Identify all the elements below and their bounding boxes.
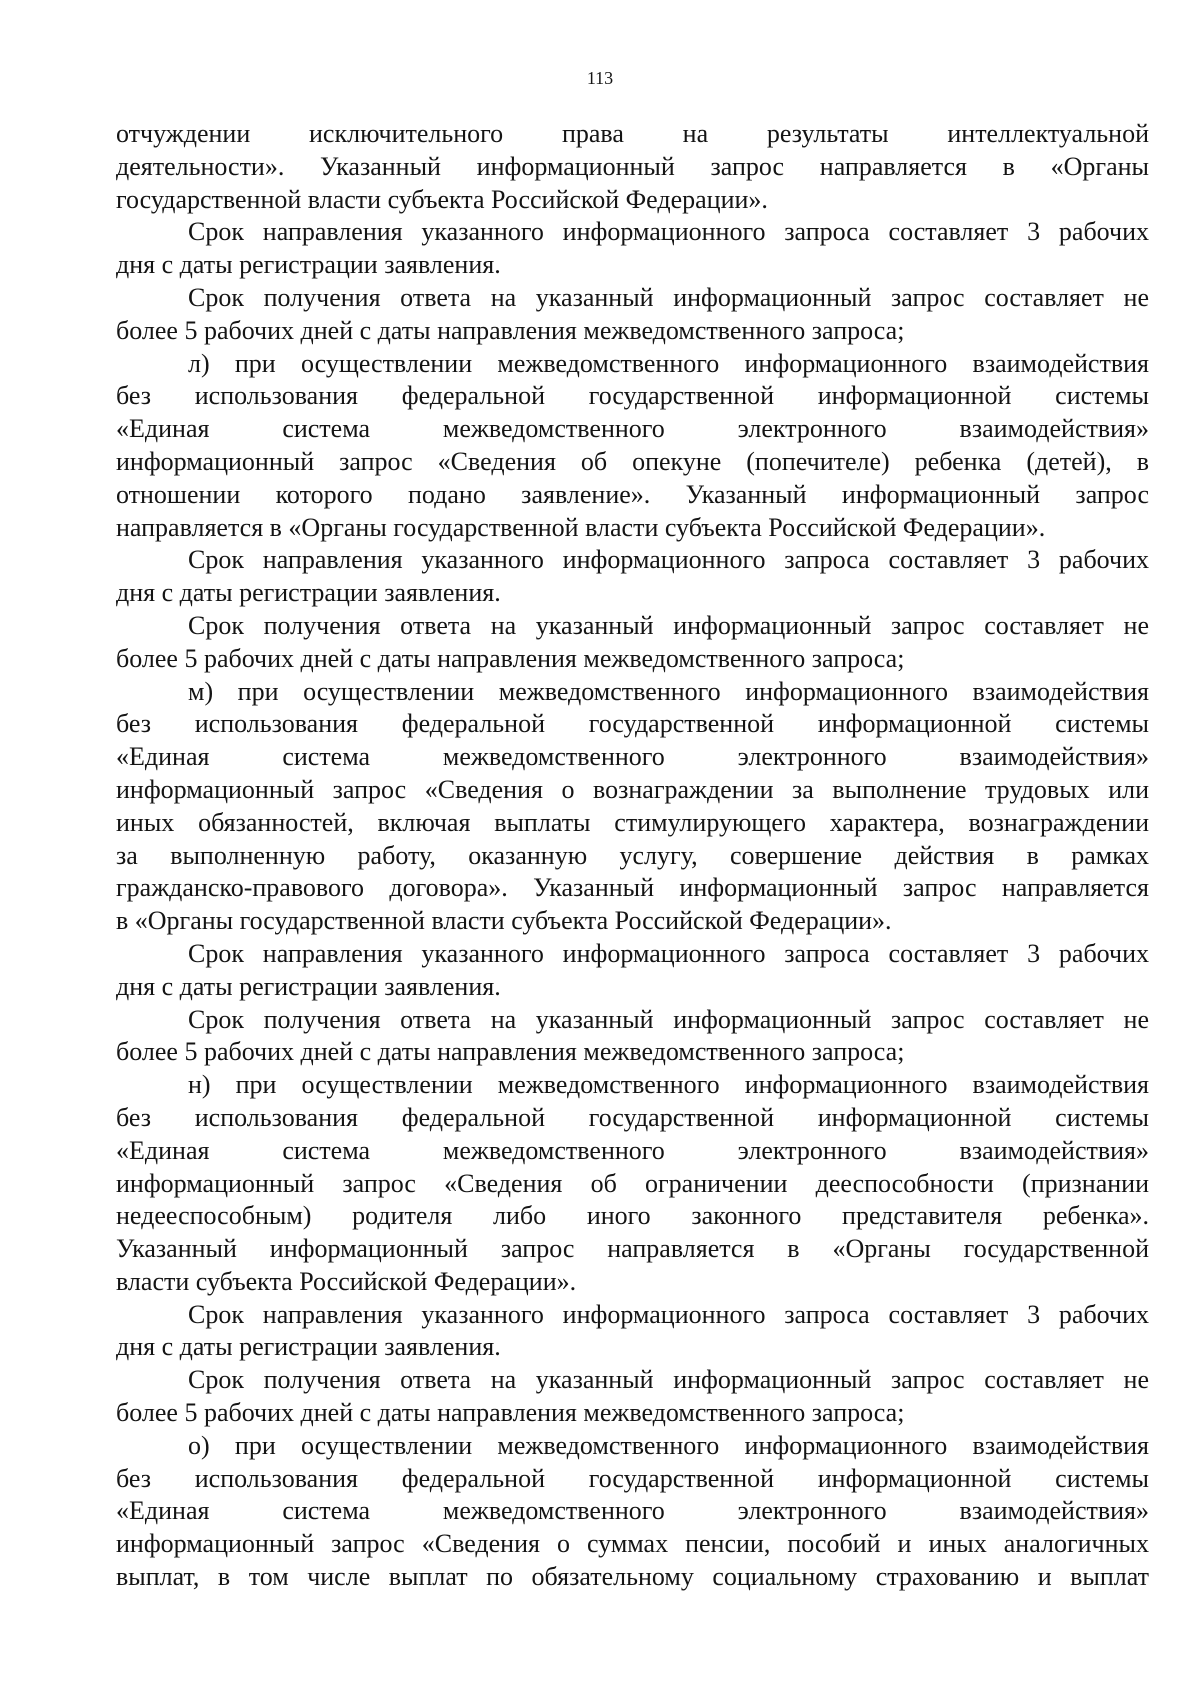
text-line: более 5 рабочих дней с даты направления межведомственного запроса; [116,1398,905,1428]
document-body [116,118,1149,1594]
text-line: информационный запрос «Сведения о суммах пенсии, пособий и иных аналогичных [116,1529,1149,1559]
text-line: Срок получения ответа на указанный информационный запрос составляет не [188,282,1149,312]
text-line: Срок получения ответа на указанный информационный запрос составляет не [188,610,1149,640]
text-line: за выполненную работу, оказанную услугу, совершение действия в рамках [116,840,1149,870]
text-line: Срок получения ответа на указанный информационный запрос составляет не [188,1365,1149,1395]
text-line: Срок получения ответа на указанный информационный запрос составляет не [188,1004,1149,1034]
text-line: «Единая система межведомственного электронного взаимодействия» [116,742,1149,772]
text-line: дня с даты регистрации заявления. [116,578,501,608]
text-line: Срок направления указанного информационного запроса составляет 3 рабочих [188,217,1149,247]
text-line: дня с даты регистрации заявления. [116,1332,501,1362]
text-line: отношении которого подано заявление». Указанный информационный запрос [116,479,1149,509]
text-line: без использования федеральной государственной информационной системы [116,1102,1149,1132]
text-line: Указанный информационный запрос направляется в «Органы государственной [116,1234,1149,1264]
text-line: без использования федеральной государственной информационной системы [116,709,1149,739]
page-number: 113 [586,68,614,88]
text-line: информационный запрос «Сведения о вознаграждении за выполнение трудовых или [116,774,1149,804]
text-line: л) при осуществлении межведомственного информационного взаимодействия [188,348,1149,378]
text-line: более 5 рабочих дней с даты направления межведомственного запроса; [116,1037,905,1067]
text-line: государственной власти субъекта Российской Федерации». [116,184,768,214]
text-line: недееспособным) родителя либо иного законного представителя ребенка». [116,1201,1149,1231]
text-line: «Единая система межведомственного электронного взаимодействия» [116,414,1149,444]
text-line: в «Органы государственной власти субъекта Российской Федерации». [116,906,892,936]
text-line: информационный запрос «Сведения об ограничении дееспособности (признании [116,1168,1149,1198]
text-line: власти субъекта Российской Федерации». [116,1266,577,1296]
text-line: направляется в «Органы государственной власти субъекта Российской Федерации». [116,512,1046,542]
text-line: «Единая система межведомственного электронного взаимодействия» [116,1496,1149,1526]
text-line: информационный запрос «Сведения об опекуне (попечителе) ребенка (детей), в [116,446,1149,476]
text-line: более 5 рабочих дней с даты направления межведомственного запроса; [116,643,905,673]
text-line: отчуждении исключительного права на результаты интеллектуальной [116,119,1149,148]
text-line: дня с даты регистрации заявления. [116,971,501,1001]
text-line: без использования федеральной государственной информационной системы [116,1463,1149,1493]
text-line: дня с даты регистрации заявления. [116,250,501,280]
text-line: без использования федеральной государственной информационной системы [116,381,1149,411]
text-line: о) при осуществлении межведомственного информационного взаимодействия [188,1430,1149,1460]
text-line: иных обязанностей, включая выплаты стимулирующего характера, вознаграждении [116,807,1149,837]
text-line: выплат, в том числе выплат по обязательному социальному страхованию и выплат [116,1562,1149,1592]
text-line: более 5 рабочих дней с даты направления межведомственного запроса; [116,315,905,345]
text-line: Срок направления указанного информационного запроса составляет 3 рабочих [188,545,1149,575]
text-line: деятельности». Указанный информационный запрос направляется в «Органы [116,151,1149,181]
text-line: «Единая система межведомственного электронного взаимодействия» [116,1135,1149,1165]
text-line: Срок направления указанного информационного запроса составляет 3 рабочих [188,938,1149,968]
text-line: Срок направления указанного информационного запроса составляет 3 рабочих [188,1299,1149,1329]
text-line: гражданско-правового договора». Указанный информационный запрос направляется [116,873,1149,903]
text-line: н) при осуществлении межведомственного информационного взаимодействия [188,1070,1149,1100]
text-line: м) при осуществлении межведомственного информационного взаимодействия [188,676,1149,706]
